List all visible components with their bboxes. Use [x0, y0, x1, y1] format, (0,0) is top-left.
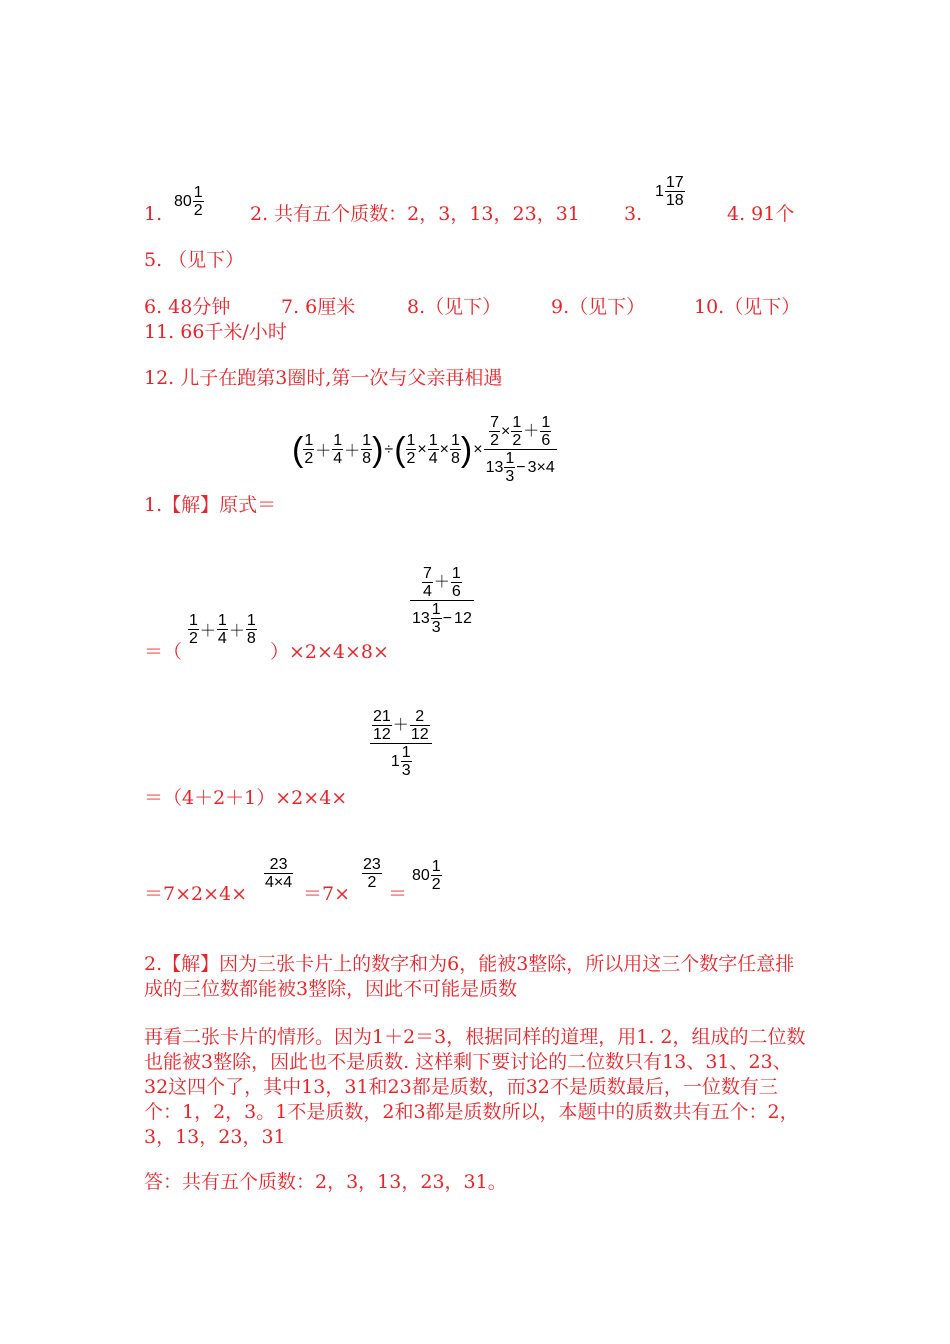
answer-6: 6. 48分钟 [144, 296, 231, 318]
solution-2-paragraph-1: 2.【解】因为三张卡片上的数字和为6，能被3整除，所以用这三个数字任意排成的三位数都能被3整除，因此不可能是质数 [144, 953, 795, 1000]
solution-1-line4-fraction-b: $\frac{23}{2}$ [363, 856, 381, 891]
answer-3-mixed-number: 1 $\frac{17}{18}$ [655, 174, 684, 209]
answer-11: 11. 66千米/小时 [144, 321, 287, 343]
solution-1-label: 1.【解】原式＝ [144, 494, 277, 516]
solution-1-line3-prefix: ＝（4＋2＋1）×2×4× [144, 787, 348, 809]
solution-1-line4-mid: ＝7× [303, 883, 351, 905]
solution-1-line2-complex-fraction: $\frac{7}{4}$ ＋ $\frac{1}{6}$ 13 $\frac{1}{3}$ − 12 [412, 565, 472, 636]
solution-1-line4-fraction-a: $\frac{23}{4\times 4}$ [265, 856, 293, 891]
solution-2-answer: 答：共有五个质数：2，3，13，23，31。 [144, 1171, 507, 1193]
answer-4: 4. 91个 [727, 203, 795, 225]
answer-5: 5. （见下） [144, 249, 245, 271]
answer-3-number: 3. [624, 203, 643, 225]
answer-2: 2. 共有五个质数：2，3，13，23，31 [250, 203, 580, 225]
answer-1-fraction: $\frac{1}{2}$ [193, 184, 203, 219]
solution-1-line4-prefix: ＝7×2×4× [144, 883, 248, 905]
solution-1-line2-mid: ）×2×4×8× [270, 641, 389, 663]
solution-1-line4-end: ＝ [388, 883, 408, 905]
solution-1-line2-prefix: ＝（ [144, 641, 183, 663]
answer-1-mixed-number [173, 184, 204, 219]
answer-7: 7. 6厘米 [281, 296, 356, 318]
solution-1-line2-sum: $\frac{1}{2}$ ＋ $\frac{1}{4}$ ＋ $\frac{1}{8}$ [189, 612, 256, 647]
solution-1-expression: ( $\frac{1}{2}$ ＋ $\frac{1}{4}$ ＋ $\frac{1}{8}$ )÷( $\frac{1}{2}$ × $\frac{1}{4}$ × $\frac{1}{8}$ )× $\frac{7}{2}$ × $\frac{1}{2}$ ＋ $\frac{1}{6}$ 13 $\frac{1}{3}$ − 3×4 [292, 414, 555, 485]
solution-2-paragraph-2: 再看二张卡片的情形。因为1＋2＝3，根据同样的道理，用1. 2，组成的二位数也能被3整除，因此也不是质数. 这样剩下要讨论的二位数只有13、31、23、32这四个了，其中13，31和23都是质数，而32不是质数最后，一位数有三个：1，2，3。1不是质数，2和3都是质数所以，本题中的质数共有五个：2，3，13，23，31 [144, 1026, 806, 1148]
answer-9: 9.（见下） [551, 296, 646, 318]
answer-1-number: 1. [144, 203, 163, 225]
solution-1-result: 80 $\frac{1}{2}$ [412, 858, 441, 893]
answer-3-fraction: $\frac{17}{18}$ [665, 174, 684, 209]
answer-8: 8.（见下） [407, 296, 502, 318]
solution-1-line3-complex-fraction: $\frac{21}{12}$ ＋ $\frac{2}{12}$ 1 $\frac{1}{3}$ [370, 708, 432, 779]
answer-12: 12. 儿子在跑第3圈时,第一次与父亲再相遇 [144, 367, 503, 389]
answer-10: 10.（见下） [694, 296, 801, 318]
complex-fraction: $\frac{7}{2}$ × $\frac{1}{2}$ ＋ $\frac{1}{6}$ 13 $\frac{1}{3}$ − 3×4 [485, 414, 555, 485]
answer-1-whole: 80 [174, 192, 192, 210]
